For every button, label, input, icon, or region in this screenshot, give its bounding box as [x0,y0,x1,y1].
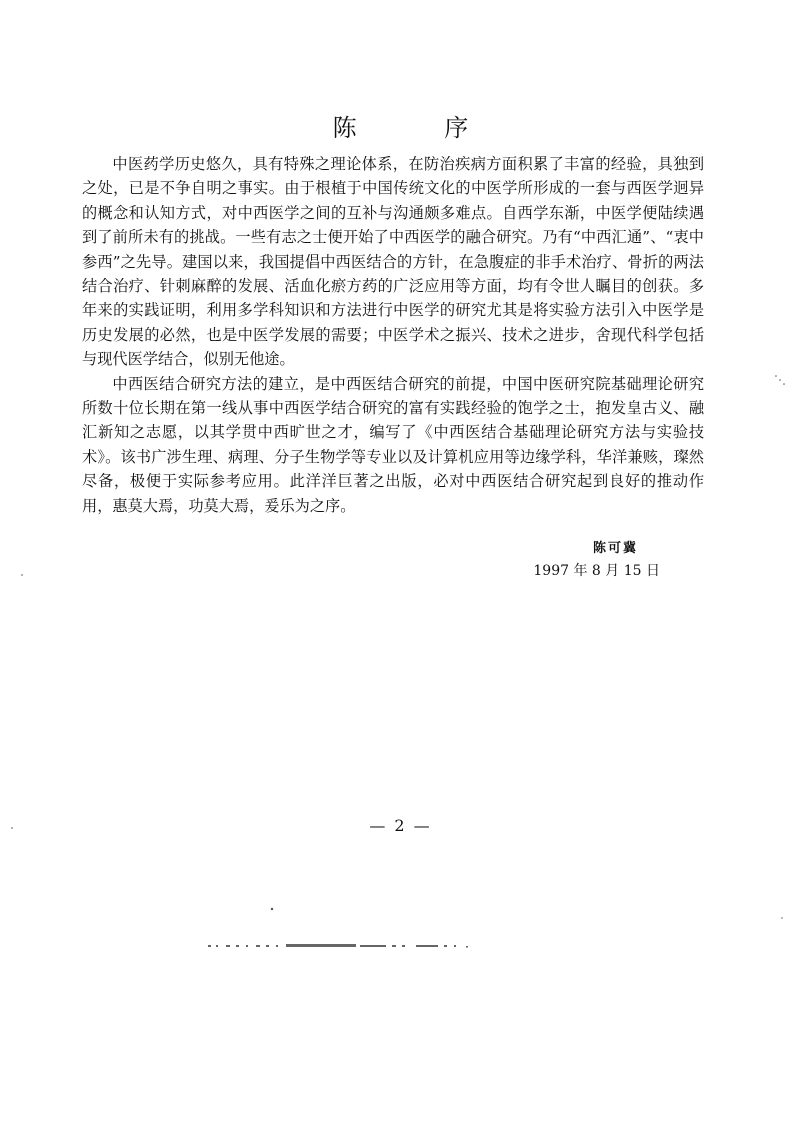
paragraph-1: 中医药学历史悠久，具有特殊之理论体系，在防治疾病方面积累了丰富的经验，具独到之处，已是不争自明之事实。由于根植于中国传统文化的中医学所形成的一套与西医学迥异的概念和认知方式，对中西医学之间的互补与沟通颇多难点。自西学东渐，中医学便陆续遇到了前所未有的挑战。一些有志之士便开始了中西医学的融合研究。乃有“中西汇通”、“衷中参西”之先导。建国以来，我国提倡中西医结合的方针，在急腹症的非手术治疗、骨折的两法结合治疗、针刺麻醉的发展、活血化瘀方药的广泛应用等方面，均有令世人瞩目的创获。多年来的实践证明，利用多学科知识和方法进行中医学的研究尤其是将实验方法引入中医学是历史发展的必然，也是中医学发展的需要；中医学术之振兴、技术之进步，舍现代科学包括与现代医学结合，似别无他途。 [82,155,704,369]
paragraph-2: 中西医结合研究方法的建立，是中西医结合研究的前提，中国中医研究院基础理论研究所数十位长期在第一线从事中西医学结合研究的富有实践经验的饱学之士，抱发皇古义、融汇新知之志愿，以其学贯中西旷世之才，编写了《中西医结合基础理论研究方法与实验技术》。该书广涉生理、病理、分子生物学等专业以及计算机应用等边缘学科，华洋兼赅，璨然尽备，极便于实际参考应用。此洋洋巨著之出版，必对中西医结合研究起到良好的推动作用，惠莫大焉，功莫大焉，爰乐为之序。 [82,374,704,515]
author-name: 陈可冀 [592,541,638,556]
signature-date: 1997 年 8 月 15 日 [533,563,660,579]
preface-body [82,152,704,518]
signature-block [520,538,660,582]
page-number: — 2 — [369,816,432,835]
preface-title: 陈 序 [332,114,509,142]
